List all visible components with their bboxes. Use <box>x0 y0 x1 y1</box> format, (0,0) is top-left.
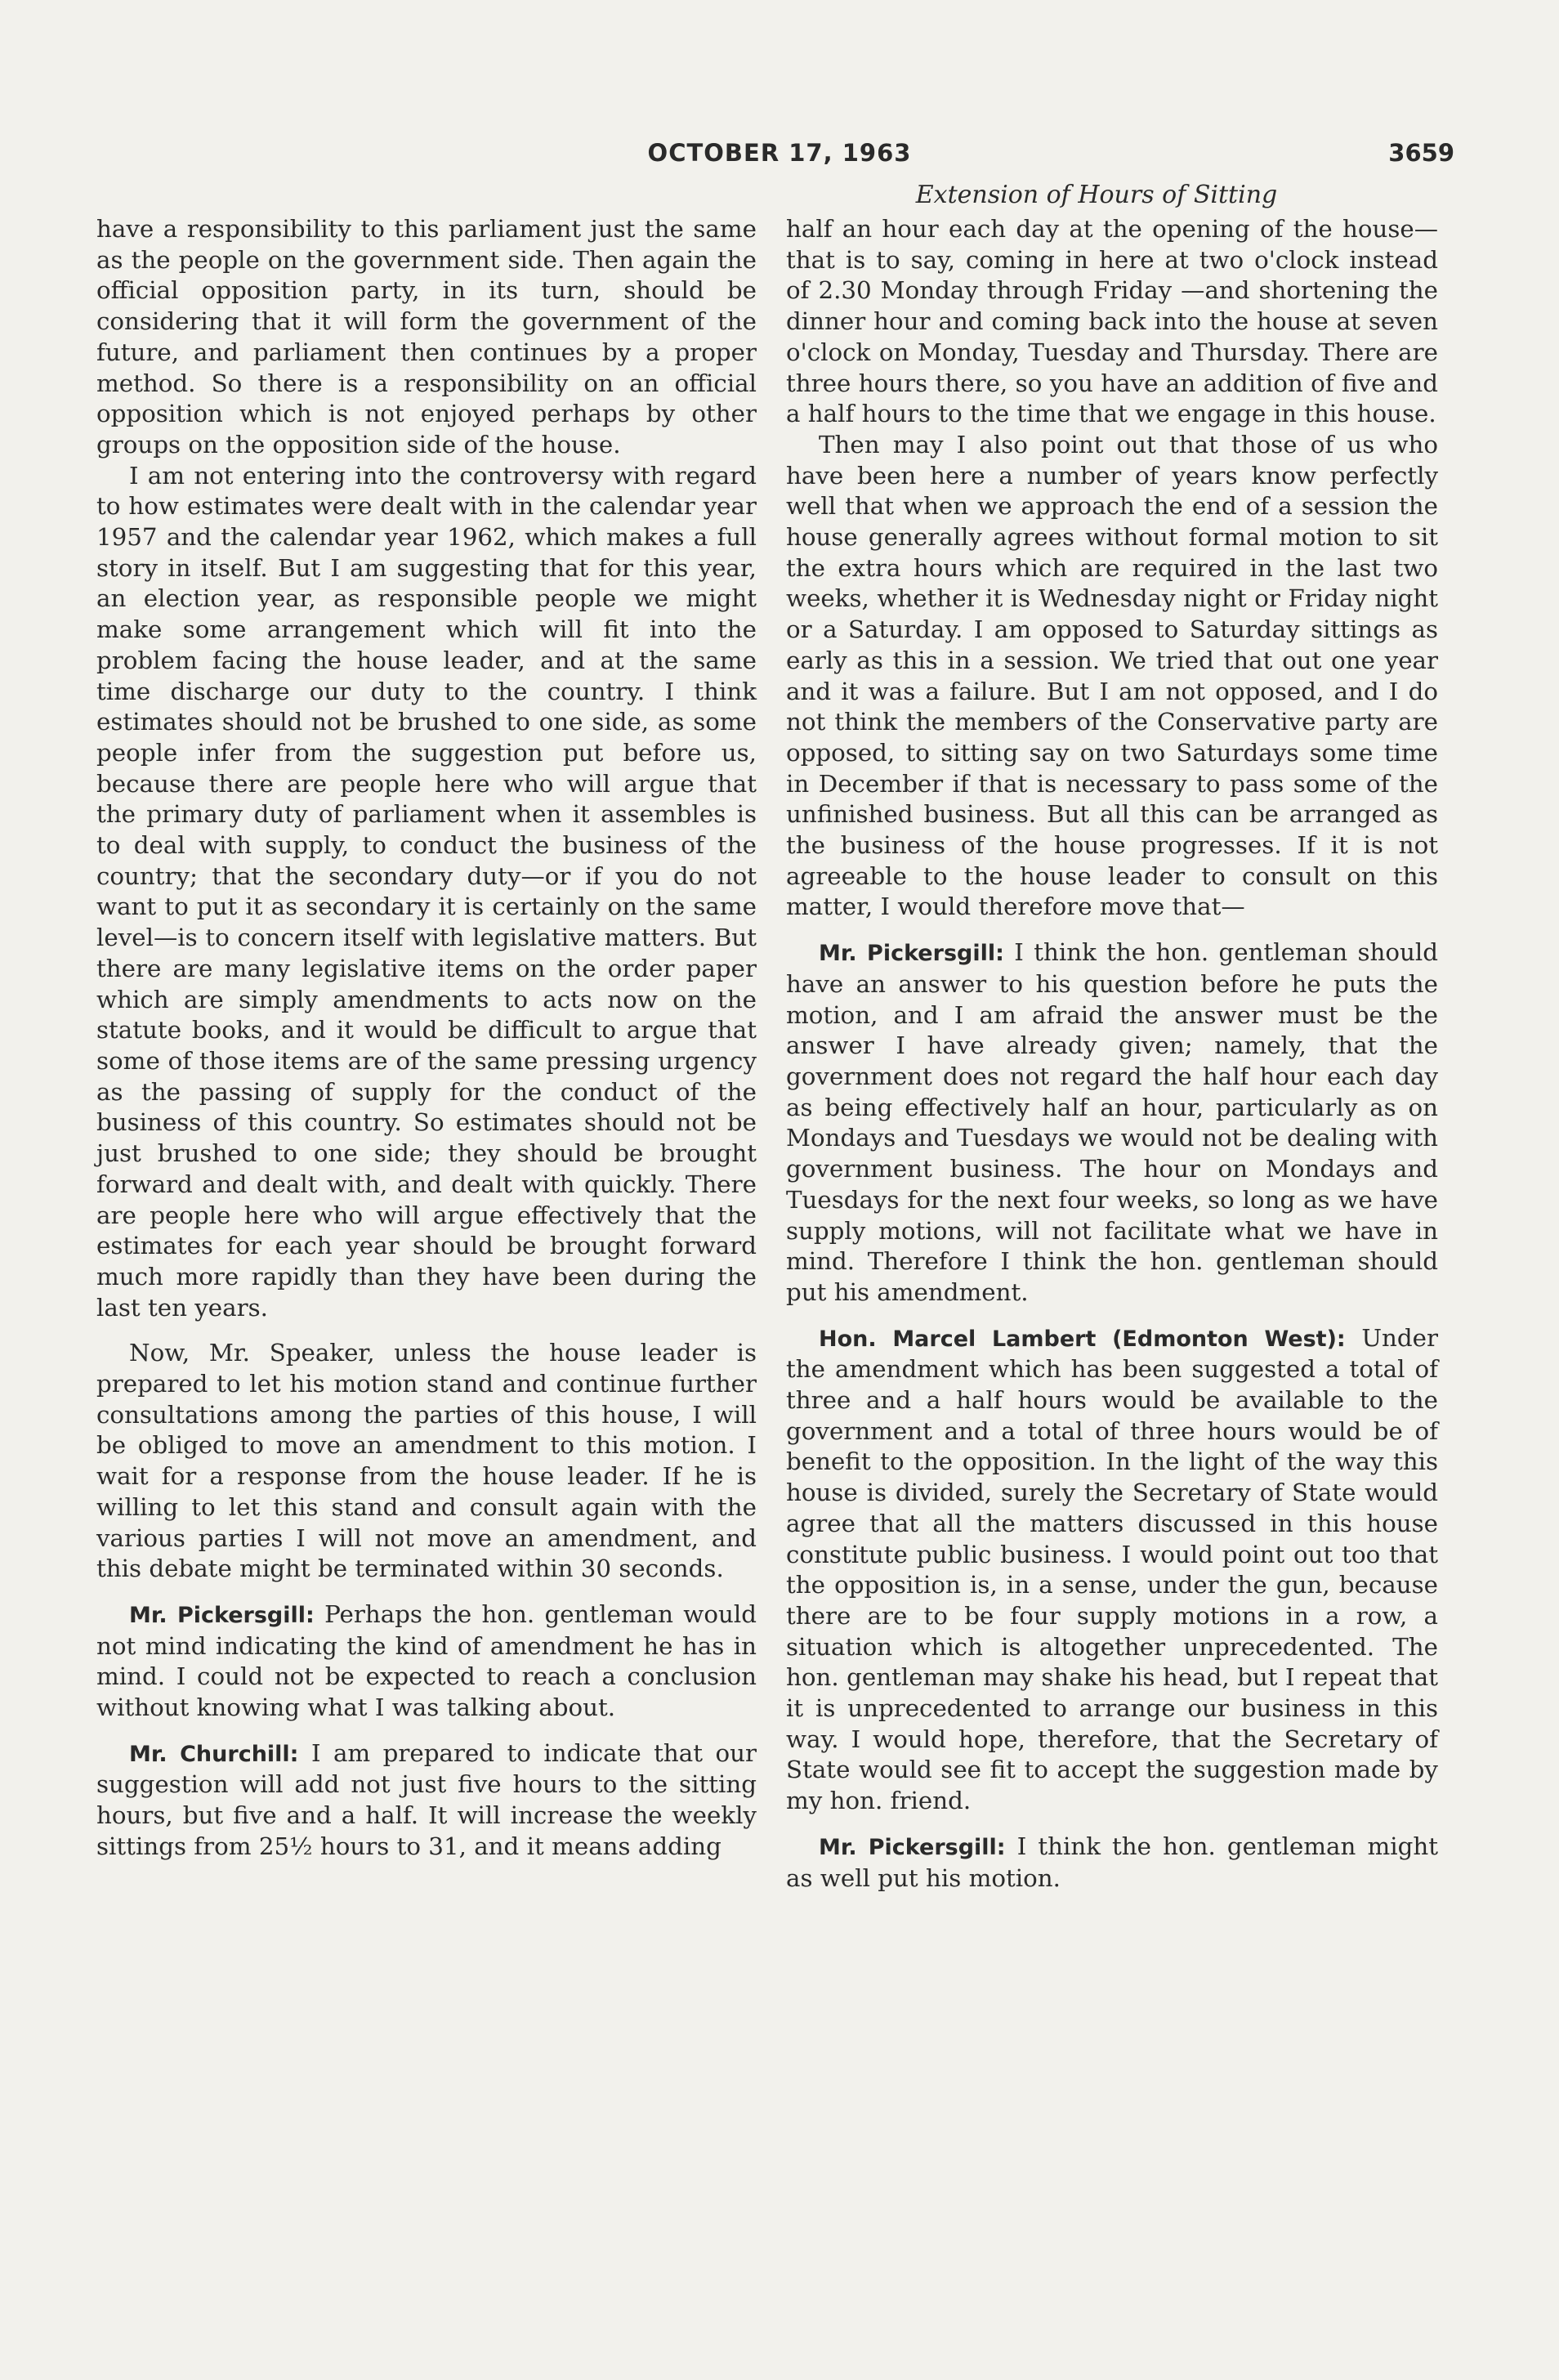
paragraph <box>96 214 757 461</box>
speech-paragraph <box>96 1599 757 1724</box>
right-column <box>786 214 1438 1894</box>
speech-text: I think the hon. gentleman might as well put his motion. <box>786 1832 1439 1892</box>
page-number: 3659 <box>1388 139 1454 167</box>
speaker-name: Mr. Pickersgill: <box>819 941 1004 967</box>
speech-paragraph <box>786 937 1438 1308</box>
speaker-name: Mr. Pickersgill: <box>129 1602 315 1628</box>
speech-text: Perhaps the hon. gentleman would not mind indicating the kind of amendment he has in mind. I could not be expected to reach a conclusion without knowing what I was talking about. <box>96 1599 757 1722</box>
speech-text: I am prepared to indicate that our suggestion will add not just five hours to the sitting hours, but five and a half. It will increase the weekly sittings from 25½ hours to 31, and it means adding <box>96 1738 757 1860</box>
paragraph-text: have a responsibility to this parliament just the same as the people on the government side. Then again the official opposition party, in its turn, should be considering that it will form the government of the future, and parliament then continues by a proper method. So there is a responsibility on an official opposition which is not enjoyed perhaps by other groups on the opposition side of the house. <box>96 215 757 459</box>
running-head: Extension of Hours of Sitting <box>915 181 1278 209</box>
paragraph <box>786 214 1438 430</box>
speaker-name: Hon. Marcel Lambert (Edmonton West): <box>819 1326 1346 1352</box>
paragraph-text: Now, Mr. Speaker, unless the house leader is prepared to let his motion stand and continue further consultations among the parties of this house, I will be obliged to move an amendment to this motion. I wait for a response from the house leader. If he is willing to let this stand and consult again with the various parties I will not move an amendment, and this debate might be terminated within 30 seconds. <box>96 1339 757 1583</box>
speaker-name: Mr. Pickersgill: <box>819 1834 1006 1860</box>
paragraph <box>786 430 1438 923</box>
paragraph-text: half an hour each day at the opening of the house—that is to say, coming in here at two o'clock instead of 2.30 Monday through Friday —and shortening the dinner hour and coming back into the house at seven o'clock on Monday, Tuesday and Thursday. There are three hours there, so you have an addition of five and a half hours to the time that we engage in this house. <box>786 215 1438 428</box>
speech-paragraph <box>96 1738 757 1863</box>
left-column <box>96 214 757 1863</box>
paragraph <box>96 1338 757 1585</box>
page-date: OCTOBER 17, 1963 <box>647 139 912 167</box>
paragraph-text: Then may I also point out that those of us who have been here a number of years know perfectly well that when we approach the end of a session the house generally agrees without formal motion to sit the extra hours which are required in the last two weeks, whether it is Wednesday night or Friday night or a Saturday. I am opposed to Saturday sittings as early as this in a session. We tried that out one year and it was a failure. But I am not opposed, and I do not think the members of the Conservative party are opposed, to sitting say on two Saturdays some time in December if that is necessary to pass some of the unfinished business. But all this can be arranged as the business of the house progresses. If it is not agreeable to the house leader to consult on this matter, I would therefore move that— <box>786 430 1438 921</box>
speech-paragraph <box>786 1323 1438 1817</box>
speech-paragraph <box>786 1832 1438 1894</box>
paragraph <box>96 461 757 1324</box>
speaker-name: Mr. Churchill: <box>129 1741 299 1767</box>
paragraph-text: I am not entering into the controversy with regard to how estimates were dealt with in the calendar year 1957 and the calendar year 1962, which makes a full story in itself. But I am suggesting that for this year, an election year, as responsible people we might make some arrangement which will fit into the problem facing the house leader, and at the same time discharge our duty to the country. I think estimates should not be brushed to one side, as some people infer from the suggestion put before us, because there are people here who will argue that the primary duty of parliament when it assembles is to deal with supply, to conduct the business of the country; that the secondary duty—or if you do not want to put it as secondary it is certainly on the same level—is to concern itself with legislative matters. But there are many legislative items on the order paper which are simply amendments to acts now on the statute books, and it would be difficult to argue that some of those items are of the same pressing urgency as the passing of supply for the conduct of the business of this country. So estimates should not be just brushed to one side; they should be brought forward and dealt with, and dealt with quickly. There are people here who will argue effectively that the estimates for each year should be brought forward much more rapidly than they have been during the last ten years. <box>96 461 757 1322</box>
speech-text: I think the hon. gentleman should have an answer to his question before he puts the motion, and I am afraid the answer must be the answer I have already given; namely, that the government does not regard the half hour each day as being effectively half an hour, particularly as on Mondays and Tuesdays we would not be dealing with government business. The hour on Mondays and Tuesdays for the next four weeks, so long as we have supply motions, will not facilitate what we have in mind. Therefore I think the hon. gentleman should put his amendment. <box>786 938 1438 1306</box>
speech-text: Under the amendment which has been suggested a total of three and a half hours would be available to the government and a total of three hours would be of benefit to the opposition. In the light of the way this house is divided, surely the Secretary of State would agree that all the matters discussed in this house constitute public business. I would point out too that the opposition is, in a sense, under the gun, because there are to be four supply motions in a row, a situation which is altogether unprecedented. The hon. gentleman may shake his head, but I repeat that it is unprecedented to arrange our business in this way. I would hope, therefore, that the Secretary of State would see fit to accept the suggestion made by my hon. friend. <box>786 1323 1438 1815</box>
